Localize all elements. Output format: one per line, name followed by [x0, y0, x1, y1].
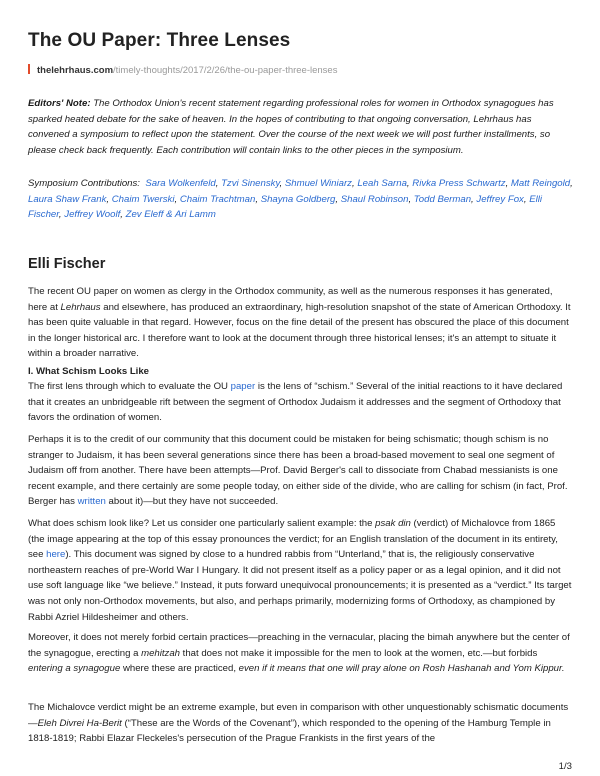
symposium-contributions: Symposium Contributions: Sara Wolkenfeld, Tzvi Sinensky, Shmuel Winiarz, Leah Sarna, Rivka Press Schwartz, Matt Reingold, Laura Shaw Frank, Chaim Twerski, Chaim Trachtman, Shayna Goldberg, Shaul Robinson, Todd Berman, Jeffrey Fox, Elli Fischer, Jeffrey Woolf, Zev Eleff & Ari Lamm — [28, 178, 573, 221]
paragraph-practices — [28, 630, 574, 677]
contributor-link[interactable]: Laura Shaw Frank — [28, 193, 107, 205]
page-number: 1/3 — [558, 761, 572, 772]
emphasis: Lehrhaus — [60, 301, 101, 313]
contributor-link[interactable]: Shaul Robinson — [340, 193, 409, 205]
text-run: (verdict) of Michalovce from 1865 (the image appearing at the top of this essay pronounces the verdict; for an English translation of the document in its entirety, see — [28, 518, 558, 561]
contributor-link[interactable]: Leah Sarna — [357, 178, 407, 189]
author-heading: Elli Fischer — [28, 256, 106, 272]
text-run: that does not make it impossible for the men to look at the women, etc.—but forbids — [180, 647, 538, 659]
editors-note — [28, 96, 574, 158]
text-run: and elsewhere, has produced an extraordinary, high-resolution snapshot of the state of American Orthodoxy. It has been quite valuable in that regard. However, focus on the fine detail of the present has obscured the place of this document in the longer historical arc. I therefore want to look at the document through three historical lenses; it's an attempt to situate it within a broader narrative. — [28, 301, 571, 360]
emphasis: Eleh Divrei Ha-Berit — [37, 717, 122, 729]
paragraph-michalovce — [28, 516, 574, 625]
emphasis: mehitzah — [141, 647, 181, 659]
emphasis: entering a synagogue — [28, 663, 121, 675]
text-run: ). This document was signed by close to a hundred rabbis from “Unterland,” that is, the religiously conservative northeastern reaches of pre-World War I Hungary. It did not present itself as a policy paper or as a legal opinion, and it did not use soft language like “we believe.” Instead, it puts forward unequivocal pronouncements; it is presented as a “verdict.” Its target was not only non-Orthodox movements, but also, and perhaps primarily, modernizing forms of Orthodoxy, as championed by Rabbi Azriel Hildesheimer and others. — [28, 549, 572, 623]
contributor-link[interactable]: Jeffrey Fox — [476, 193, 524, 205]
contributor-link[interactable]: Chaim Twerski — [111, 193, 175, 205]
contributor-link[interactable]: Rivka Press Schwartz — [412, 178, 506, 189]
text-run: Moreover, it does not merely forbid certain practices—preaching in the vernacular, placing the bimah anywhere but the center of the synagogue, erecting a — [28, 632, 570, 659]
contributor-link[interactable]: Tzvi Sinensky — [221, 178, 280, 189]
contributor-link[interactable]: Shmuel Winiarz — [284, 178, 352, 189]
paragraph-schism — [28, 379, 574, 426]
paragraph-intro — [28, 284, 574, 362]
contributions-label: Symposium Contributions: — [28, 178, 140, 189]
contributor-link[interactable]: Shayna Goldberg — [260, 193, 336, 205]
text-run: (“These are the Words of the Covenant”), which responded to the opening of the Hamburg Temple in 1818-1819; Rabbi Elazar Fleckeles's persecution of the Prague Frankists in the first years of the — [28, 717, 551, 745]
url-path: /timely-thoughts/2017/2/26/the-ou-paper-three-lenses — [113, 65, 338, 76]
editors-note-label: Editors' Note: — [28, 98, 91, 109]
contributor-link[interactable]: Matt Reingold — [510, 178, 571, 189]
text-run: about it)—but they have not succeeded. — [105, 496, 279, 508]
editors-note-text: The Orthodox Union's recent statement regarding professional roles for women in Orthodox synagogues has sparked heated debate for the sake of heaven. In the hopes of contributing to that ongoing conversation, Lehrhaus has convened a symposium to reflect upon the statement. Over the course of the next week we will post further installments, so please check back frequently. Each contribution will contain links to the other pieces in the symposium. — [28, 98, 554, 156]
contributor-link[interactable]: Zev Eleff & Ari Lamm — [125, 209, 216, 221]
contributor-link[interactable]: Jeffrey Woolf — [64, 209, 121, 221]
emphasis: psak din — [375, 518, 411, 529]
text-run: What does schism look like? Let us consider one particularly salient example: the — [28, 518, 376, 529]
written-link[interactable]: written — [77, 496, 106, 508]
paragraph-extreme — [28, 700, 574, 747]
url-host: thelehrhaus.com — [37, 65, 114, 76]
text-run: The Michalovce verdict might be an extreme example, but even in comparison with other unquestionably schismatic documents— — [28, 702, 569, 729]
section-heading: I. What Schism Looks Like — [28, 366, 150, 377]
text-run: Perhaps it is to the credit of our community that this document could be mistaken for being schismatic; though schism is no stranger to Judaism, it has been several generations since there has been a broad-based movement to seal one segment of Judaism off from another. There have been attempts—Prof. David Berger's call to dissociate from Chabad messianists is one recent example, and there certainly are some people today, on either side of the divide, who are calling for schism (in fact, Prof. Berger has — [28, 434, 568, 508]
text-run: The recent OU paper on women as clergy in the Orthodox community, as well as the numerous responses it has generated, here at — [28, 286, 553, 313]
source-url[interactable] — [28, 64, 337, 76]
emphasis: even if it means that one will pray alone on Rosh Hashanah and Yom Kippur. — [238, 663, 565, 675]
page-title: The OU Paper: Three Lenses — [28, 30, 291, 51]
contributor-link[interactable]: Todd Berman — [413, 193, 472, 205]
contributor-link[interactable]: Chaim Trachtman — [179, 193, 256, 205]
text-run: The first lens through which to evaluate the OU — [28, 381, 231, 392]
paper-link[interactable]: paper — [230, 381, 256, 392]
url-marker-icon — [28, 64, 30, 74]
contributor-link[interactable]: Elli Fischer — [28, 193, 542, 221]
paragraph-credit — [28, 432, 574, 510]
text-run: where these are practiced, — [120, 663, 239, 675]
here-link[interactable]: here — [46, 549, 66, 561]
contributor-link[interactable]: Sara Wolkenfeld — [145, 178, 216, 189]
text-run: is the lens of “schism.” Several of the initial reactions to it have declared that it creates an unbridgeable rift between the segment of Orthodox Judaism it addresses and the segment of Orthodoxy that favors the ordination of women. — [28, 381, 563, 424]
